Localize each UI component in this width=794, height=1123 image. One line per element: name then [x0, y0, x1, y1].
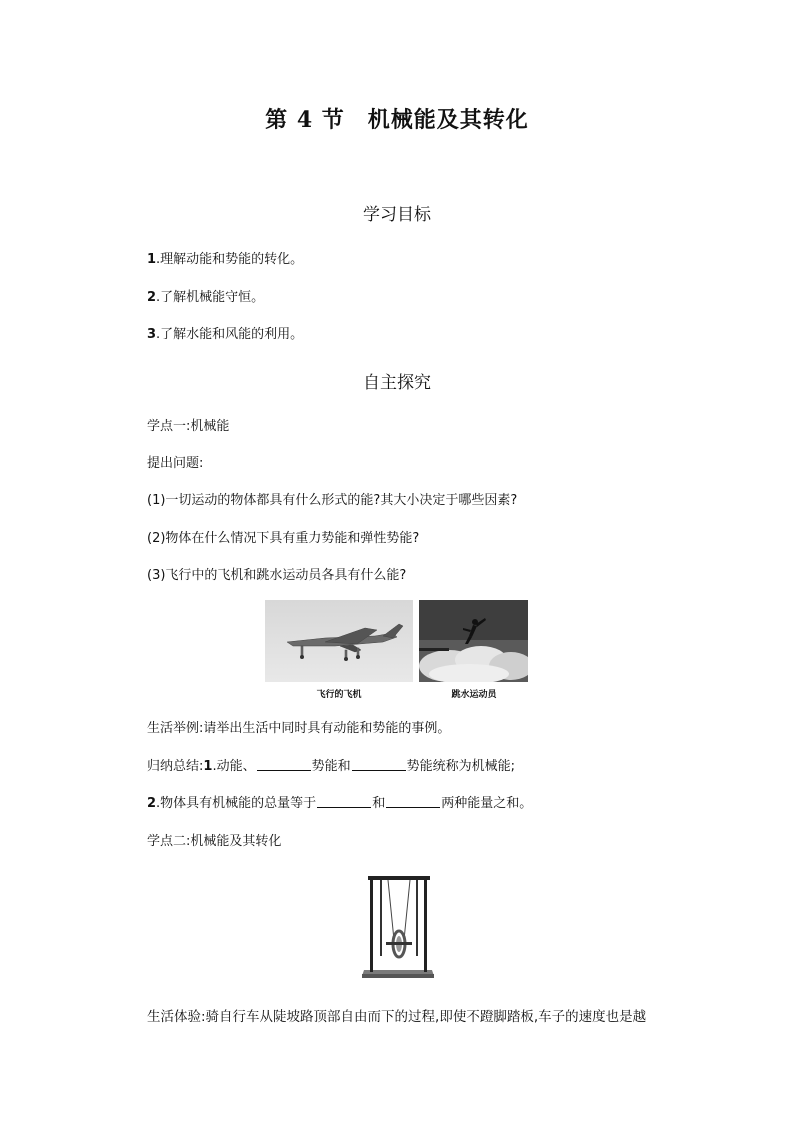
summary-text: .物体具有机械能的总量等于 — [156, 796, 317, 811]
summary-text: 势能统称为机械能; — [406, 759, 515, 774]
goal-num: 1 — [147, 252, 157, 267]
fill-blank[interactable] — [386, 795, 440, 808]
fill-blank[interactable] — [257, 758, 311, 771]
summary-line-2 — [147, 792, 532, 811]
diver-photo — [419, 600, 528, 682]
summary-num: 1 — [203, 759, 213, 774]
summary-num: 2 — [147, 796, 157, 811]
point1-title: 学点一:机械能 — [147, 419, 230, 434]
goal-num: 3 — [147, 327, 157, 342]
goal-text: .理解动能和势能的转化。 — [156, 252, 304, 267]
fill-blank[interactable] — [352, 758, 406, 771]
summary-line-1 — [147, 755, 515, 774]
goal-item-2 — [147, 286, 264, 305]
question-3: (3)飞行中的飞机和跳水运动员各具有什么能? — [147, 568, 407, 583]
summary-text: .动能、 — [212, 759, 256, 774]
goal-text: .了解机械能守恒。 — [156, 290, 265, 305]
section-heading-goals: 学习目标 — [363, 205, 431, 225]
plane-photo — [265, 600, 413, 682]
goal-text: .了解水能和风能的利用。 — [156, 327, 304, 342]
ask-label: 提出问题: — [147, 456, 204, 471]
summary-text: 势能和 — [311, 759, 351, 774]
point2-title: 学点二:机械能及其转化 — [147, 834, 282, 849]
question-2: (2)物体在什么情况下具有重力势能和弹性势能? — [147, 531, 420, 546]
goal-item-3 — [147, 323, 303, 342]
pendulum-apparatus-image — [358, 868, 438, 980]
life-experience: 生活体验:骑自行车从陡坡路顶部自由而下的过程,即使不蹬脚踏板,车子的速度也是越 — [147, 1009, 647, 1025]
page-title: 第 4 节 机械能及其转化 — [265, 107, 529, 133]
question-1: (1)一切运动的物体都具有什么形式的能?其大小决定于哪些因素? — [147, 493, 518, 508]
summary-text: 两种能量之和。 — [441, 796, 533, 811]
section-heading-explore: 自主探究 — [363, 373, 431, 393]
summary-text: 和 — [372, 796, 386, 811]
goal-item-1 — [147, 248, 303, 267]
fill-blank[interactable] — [317, 795, 371, 808]
diver-caption: 跳水运动员 — [451, 690, 497, 700]
life-example: 生活举例:请举出生活中同时具有动能和势能的事例。 — [147, 721, 451, 736]
goal-num: 2 — [147, 290, 157, 305]
plane-caption: 飞行的飞机 — [316, 690, 362, 700]
summary-prefix: 归纳总结: — [147, 759, 204, 774]
